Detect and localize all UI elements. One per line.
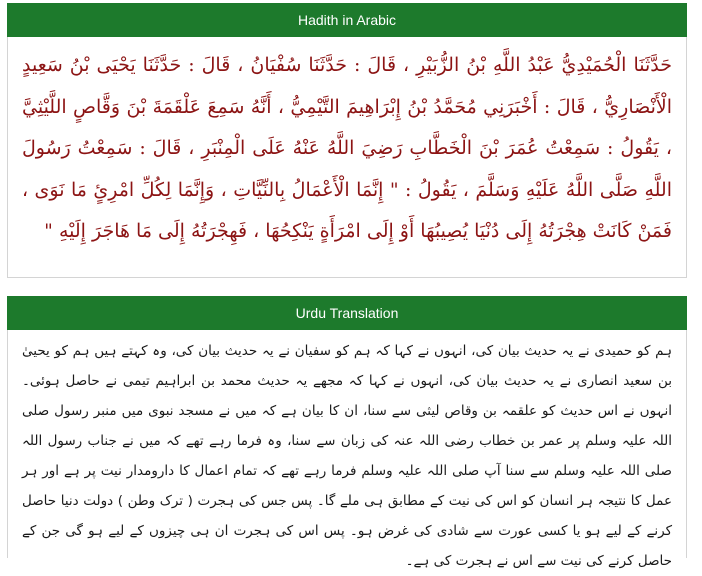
arabic-hadith-panel — [7, 3, 687, 278]
arabic-hadith-header: Hadith in Arabic — [7, 3, 687, 37]
arabic-hadith-body — [8, 37, 686, 253]
arabic-hadith-text: حَدَّثَنَا الْحُمَيْدِيُّ عَبْدُ اللَّهِ بْنُ الزُّبَيْرِ ، قَالَ : حَدَّثَنَا سُفْيَانُ ، قَالَ : حَدَّثَنَا يَحْيَى بْنُ سَعِيدٍ الْأَنْصَارِيُّ ، قَالَ : أَخْبَرَنِي مُحَمَّدُ بْنُ إِبْرَاهِيمَ التَّيْمِيُّ ، أَنَّهُ سَمِعَ عَلْقَمَةَ بْنَ وَقَّاصٍ اللَّيْثِيَّ ، يَقُولُ : سَمِعْتُ عُمَرَ بْنَ الْخَطَّابِ رَضِيَ اللَّهُ عَنْهُ عَلَى الْمِنْبَرِ ، قَالَ : سَمِعْتُ رَسُولَ اللَّهِ صَلَّى اللَّهُ عَلَيْهِ وَسَلَّمَ ، يَقُولُ : " إِنَّمَا الْأَعْمَالُ بِالنِّيَّاتِ ، وَإِنَّمَا لِكُلِّ امْرِئٍ مَا نَوَى ، فَمَنْ كَانَتْ هِجْرَتُهُ إِلَى دُنْيَا يُصِيبُهَا أَوْ إِلَى امْرَأَةٍ يَنْكِحُهَا ، فَهِجْرَتُهُ إِلَى مَا هَاجَرَ إِلَيْهِ " — [22, 54, 672, 242]
urdu-translation-body — [8, 330, 686, 576]
urdu-translation-text: ہم کو حمیدی نے یہ حدیث بیان کی، انہوں نے کہا کہ ہم کو سفیان نے یہ حدیث بیان کی، وہ کہتے ہیں ہم کو یحییٰ بن سعید انصاری نے یہ حدیث بیان کی، انہوں نے کہا کہ مجھے یہ حدیث محمد بن ابراہیم تیمی نے حاصل ہوئی۔ انہوں نے اس حدیث کو علقمہ بن وقاص لیثی سے سنا، ان کا بیان ہے کہ میں نے مسجد نبوی میں منبر رسول صلی اللہ علیہ وسلم پر عمر بن خطاب رضی اللہ عنہ کی زبان سے سنا، وہ فرما رہے تھے کہ میں نے جناب رسول اللہ صلی اللہ علیہ وسلم سے سنا آپ صلی اللہ علیہ وسلم فرما رہے تھے کہ تمام اعمال کا دارومدار نیت پر ہے اور ہر عمل کا نتیجہ ہر انسان کو اس کی نیت کے مطابق ہی ملے گا۔ پس جس کی ہجرت ( ترک وطن ) دولت دنیا حاصل کرنے کے لیے ہو یا کسی عورت سے شادی کی غرض ہو۔ پس اس کی ہجرت ان ہی چیزوں کے لیے ہو گی جن کے حاصل کرنے کی نیت سے اس نے ہجرت کی ہے۔ — [22, 343, 672, 569]
urdu-translation-panel — [7, 296, 687, 569]
urdu-translation-header: Urdu Translation — [7, 296, 687, 330]
